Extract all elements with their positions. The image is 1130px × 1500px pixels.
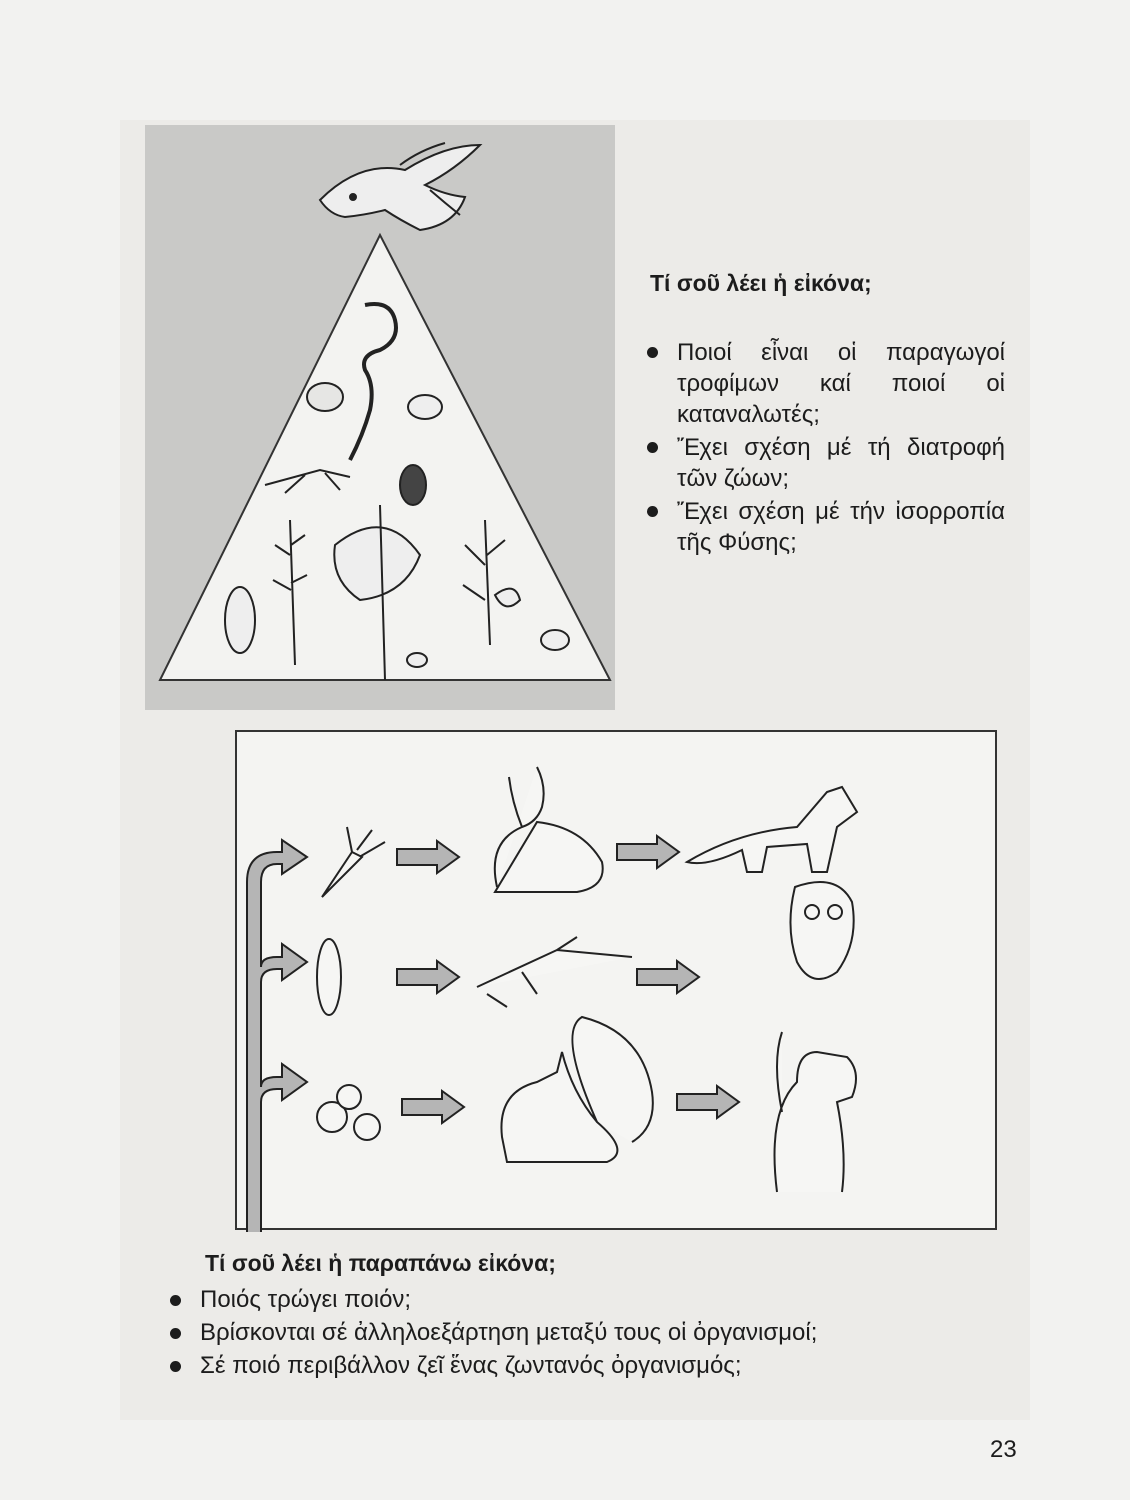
food-chain-illustration — [235, 730, 997, 1230]
ladybug-icon — [408, 395, 442, 419]
arrow-icon — [397, 961, 459, 993]
dog-icon — [775, 1032, 857, 1192]
bullet-icon — [647, 506, 658, 517]
corn-icon — [317, 939, 341, 1015]
arrow-icon — [637, 961, 699, 993]
arrow-icon — [397, 841, 459, 873]
food-pyramid-illustration — [145, 125, 615, 710]
bullet-icon — [170, 1328, 181, 1339]
arrow-icon — [677, 1086, 739, 1118]
pyramid-question: Ἔχει σχέση μέ τήν ἰσορροπία τῆς Φύσης; — [645, 496, 1005, 558]
bullet-icon — [170, 1361, 181, 1372]
beetle-icon — [400, 465, 426, 505]
food-chain-question: Σέ ποιό περιβάλλον ζεῖ ἕνας ζωντανός ὀργανισμός; — [170, 1349, 1030, 1382]
bullet-icon — [647, 347, 658, 358]
grasshopper-chain-icon — [477, 937, 632, 1007]
acorn-icon — [354, 1114, 380, 1140]
pyramid-question: Ἔχει σχέση μέ τή διατροφή τῶν ζώων; — [645, 432, 1005, 494]
acorn-icon — [337, 1085, 361, 1109]
arrow-icon — [402, 1091, 464, 1123]
owl-eye — [828, 905, 842, 919]
squirrel-icon — [501, 1017, 652, 1162]
carrot-icon — [322, 827, 385, 897]
pyramid-questions — [645, 270, 1005, 560]
food-chain-question: Ποιός τρώγει ποιόν; — [170, 1283, 1030, 1316]
owl-icon — [790, 882, 853, 979]
pyramid-question-title: Τί σοῦ λέει ἡ εἰκόνα; — [650, 270, 872, 296]
owl-eye — [805, 905, 819, 919]
food-chain-question: Βρίσκονται σέ ἀλληλοεξάρτηση μεταξύ τους οἱ ὀργανισμοί; — [170, 1316, 1030, 1349]
fox-icon — [687, 787, 857, 872]
hawk-icon — [320, 143, 480, 230]
rabbit-icon — [495, 767, 603, 892]
page-number: 23 — [990, 1436, 1017, 1463]
bullet-icon — [647, 442, 658, 453]
frog-icon — [307, 383, 343, 411]
branch-arrow-icon — [247, 840, 307, 1232]
food-chain-questions — [170, 1250, 1030, 1382]
pyramid-question: Ποιοί εἶναι οἱ παραγωγοί τροφίμων καί ποιοί οἱ καταναλωτές; — [645, 337, 1005, 430]
food-chain-question-title: Τί σοῦ λέει ἡ παραπάνω εἰκόνα; — [205, 1250, 556, 1276]
bullet-icon — [170, 1295, 181, 1306]
arrow-icon — [617, 836, 679, 868]
